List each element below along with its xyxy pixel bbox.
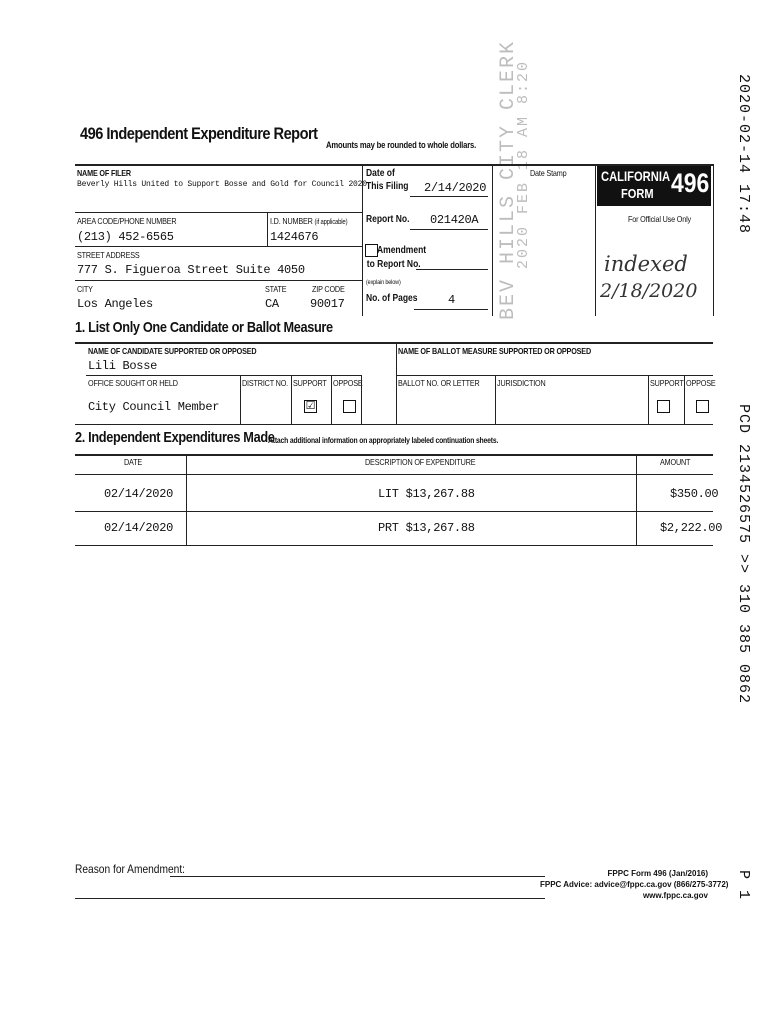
- support-measure-checkbox[interactable]: [657, 400, 670, 413]
- jurisdiction-label: JURISDICTION: [497, 378, 546, 388]
- filer-name-label: NAME OF FILER: [77, 168, 131, 178]
- report-no-underline: [410, 229, 488, 230]
- amendment-label-line1: Amendment: [377, 245, 427, 256]
- row1-amount: $350.00: [670, 487, 719, 501]
- address-label: STREET ADDRESS: [77, 250, 140, 260]
- ballot-divider: [396, 375, 713, 376]
- candidate-name-value: Lili Bosse: [88, 359, 158, 373]
- amendment-underline: [416, 269, 488, 270]
- form-badge: [597, 166, 711, 206]
- expenditure-header-bottom: [75, 474, 713, 475]
- form-badge-number: 496: [671, 168, 710, 198]
- address-value: 777 S. Figueroa Street Suite 4050: [77, 263, 305, 277]
- support-measure-left-border: [648, 375, 649, 424]
- id-left-border: [267, 212, 268, 246]
- city-value: Los Angeles: [77, 297, 153, 311]
- expenditure-header-top: [75, 454, 713, 456]
- filer-name-value: Beverly Hills United to Support Bosse and Gold for Council 2020: [77, 180, 367, 189]
- section2-note: Attach additional information on appropriately labeled continuation sheets.: [268, 436, 499, 445]
- candidate-name-label: NAME OF CANDIDATE SUPPORTED OR OPPOSED: [88, 346, 257, 356]
- fppc-form-id: FPPC Form 496 (Jan/2016): [607, 869, 708, 878]
- ballot-measure-left-border: [396, 342, 397, 424]
- date-label-line1: Date of: [366, 168, 395, 179]
- reason-line-1: [170, 876, 545, 877]
- oppose-measure-checkbox[interactable]: [696, 400, 709, 413]
- address-divider: [75, 280, 362, 281]
- row1-description: LIT $13,267.88: [378, 487, 475, 501]
- row2-description: PRT $13,267.88: [378, 521, 475, 535]
- candidate-right-border: [361, 375, 362, 424]
- zip-label: ZIP CODE: [312, 284, 345, 294]
- filing-date-underline: [410, 196, 488, 197]
- amount-col-border: [636, 454, 637, 545]
- clerk-stamp-line1: BEV HILLS CITY CLERK: [497, 40, 520, 321]
- reason-for-amendment-label: Reason for Amendment:: [75, 862, 185, 876]
- jurisdiction-left-border: [495, 375, 496, 424]
- date-label: [366, 167, 409, 193]
- fax-route: PCD 2134526575 >> 310 385 0862: [735, 404, 752, 705]
- clerk-stamp-line2: 2020 FEB 18 AM 8:20: [515, 60, 532, 270]
- col-date-header: DATE: [124, 457, 143, 467]
- filer-name-divider: [75, 212, 362, 213]
- id-value: 1424676: [270, 230, 319, 244]
- page-title: 496 Independent Expenditure Report: [80, 124, 318, 143]
- section1-bottom-rule: [75, 424, 713, 425]
- id-label-note: (if applicable): [314, 219, 348, 226]
- id-label: [270, 216, 347, 226]
- section2-title: 2. Independent Expenditures Made: [75, 429, 275, 446]
- pages-label: No. of Pages: [366, 293, 418, 304]
- date-col-border: [186, 454, 187, 545]
- section1-top-rule: [75, 342, 713, 344]
- badge-left-border: [595, 164, 596, 316]
- phone-divider: [75, 246, 362, 247]
- row2-amount: $2,222.00: [660, 521, 723, 535]
- oppose-candidate-checkbox[interactable]: [343, 400, 356, 413]
- support-label-measure: SUPPORT: [650, 378, 684, 388]
- report-no-label: Report No.: [366, 214, 410, 225]
- filing-date-value: 2/14/2020: [424, 181, 487, 195]
- form-badge-form: FORM: [621, 186, 654, 201]
- ballot-measure-label: NAME OF BALLOT MEASURE SUPPORTED OR OPPOSED: [398, 346, 592, 356]
- row1-bottom: [75, 511, 713, 512]
- district-left-border: [240, 375, 241, 424]
- section1-title: 1. List Only One Candidate or Ballot Measure: [75, 319, 333, 336]
- phone-value: (213) 452-6565: [77, 230, 174, 244]
- col-amount-header: AMOUNT: [660, 457, 691, 467]
- district-label: DISTRICT NO.: [242, 378, 289, 388]
- support-candidate-checkbox[interactable]: ☑: [305, 400, 316, 412]
- zip-value: 90017: [310, 297, 345, 311]
- support-label-candidate: SUPPORT: [293, 378, 327, 388]
- state-label: STATE: [265, 284, 287, 294]
- amendment-label: [366, 244, 427, 272]
- row2-date: 02/14/2020: [104, 521, 174, 535]
- oppose-measure-left-border: [684, 375, 685, 424]
- amendment-label-line2: to Report No.: [366, 259, 421, 270]
- footer-info: [540, 868, 729, 901]
- form-badge-state: CALIFORNIA: [601, 168, 671, 184]
- oppose-label-measure: OPPOSE: [686, 378, 716, 388]
- ballot-no-label: BALLOT NO. OR LETTER: [398, 378, 480, 388]
- candidate-divider: [86, 375, 361, 376]
- phone-label: AREA CODE/PHONE NUMBER: [77, 216, 177, 226]
- city-label: CITY: [77, 284, 93, 294]
- office-value: City Council Member: [88, 400, 220, 414]
- explain-note: (explain below): [366, 279, 401, 286]
- official-use-label: For Official Use Only: [628, 214, 691, 224]
- reason-line-2: [75, 898, 545, 899]
- id-label-text: I.D. NUMBER: [270, 216, 313, 226]
- office-label: OFFICE SOUGHT OR HELD: [88, 378, 178, 388]
- support-left-border: [291, 375, 292, 424]
- state-value: CA: [265, 297, 279, 311]
- pages-underline: [414, 309, 488, 310]
- col-description-header: DESCRIPTION OF EXPENDITURE: [365, 457, 476, 467]
- row1-date: 02/14/2020: [104, 487, 174, 501]
- oppose-label-candidate: OPPOSE: [333, 378, 363, 388]
- date-label-line2: This Filing: [366, 181, 409, 192]
- fppc-advice: FPPC Advice: advice@fppc.ca.gov (866/275-3772): [540, 880, 729, 889]
- pages-value: 4: [448, 293, 455, 307]
- rounding-note: Amounts may be rounded to whole dollars.: [326, 140, 477, 150]
- date-stamp-label: Date Stamp: [530, 168, 567, 178]
- filing-right-border: [492, 164, 493, 316]
- oppose-left-border: [331, 375, 332, 424]
- row2-bottom: [75, 545, 713, 546]
- form-right-border: [713, 164, 714, 316]
- fax-page: P 1: [735, 870, 752, 901]
- handwritten-indexed: indexed: [604, 252, 688, 276]
- fax-timestamp: 2020-02-14 17:48: [735, 74, 752, 235]
- handwritten-date: 2/18/2020: [600, 280, 698, 302]
- fppc-website: www.fppc.ca.gov: [642, 891, 708, 900]
- report-no-value: 021420A: [430, 213, 479, 227]
